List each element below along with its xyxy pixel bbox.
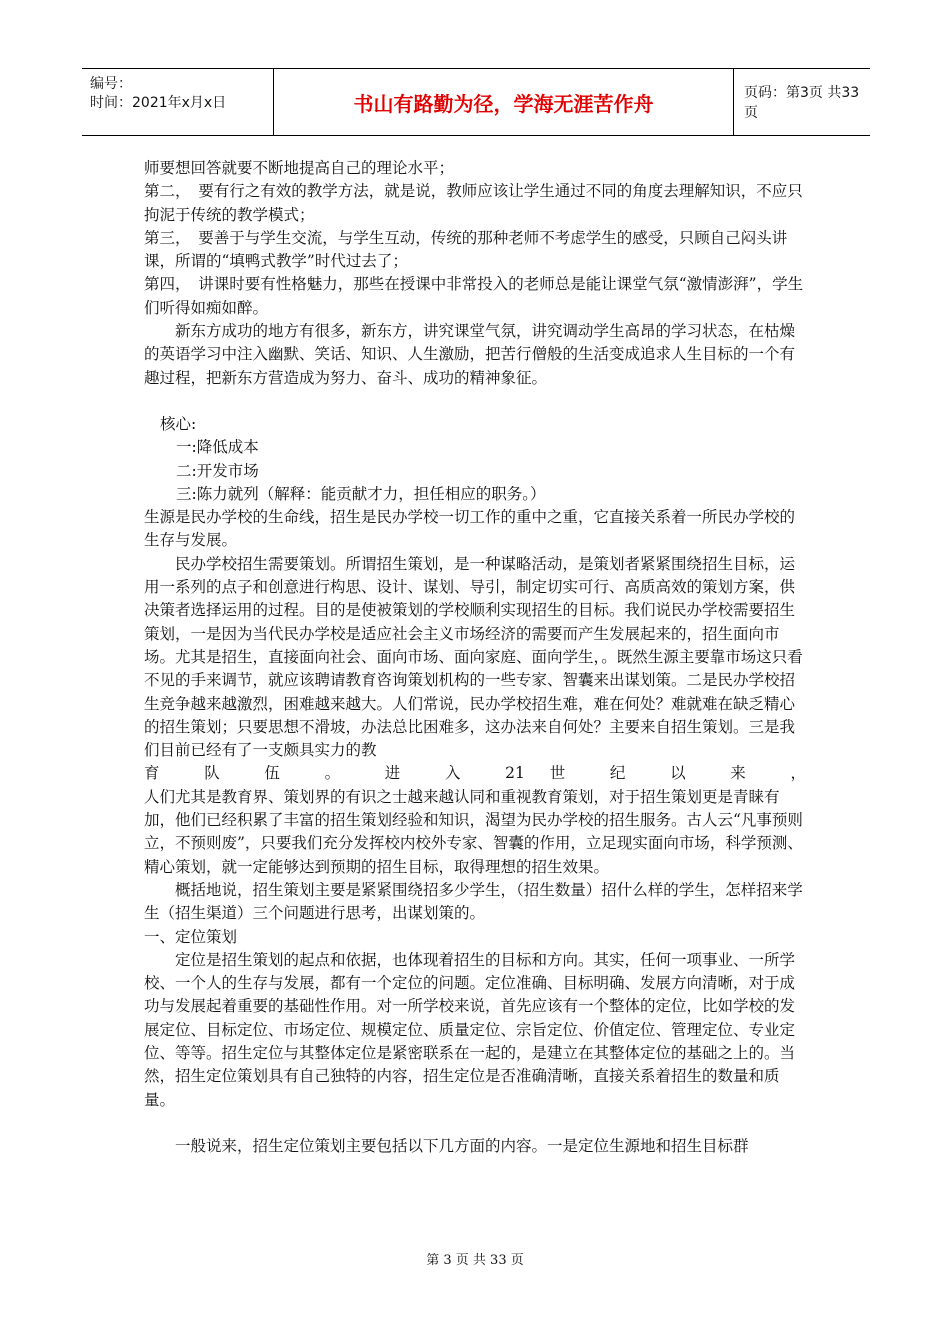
section-heading: 一、定位策划 bbox=[144, 927, 238, 946]
paragraph: 一般说来，招生定位策划主要包括以下几方面的内容。一是定位生源地和招生目标群 bbox=[175, 1136, 749, 1155]
paragraph: 第四， 讲课时要有性格魅力，那些在授课中非常投入的老师总是能让课堂气氛“激情澎湃”，学生们听得如痴如醉。 bbox=[144, 275, 804, 317]
paragraph: 师要想回答就要不断地提高自己的理论水平； bbox=[144, 159, 455, 177]
paragraph: 人们尤其是教育界、策划界的有识之士越来越认同和重视教育策划，对于招生策划更是青睐有加，他们已经积累了丰富的招生策划经验和知识，渴望为民办学校的招生服务。古人云“凡事预则立，不预则废”，只要我们充分发挥校内校外专家、智囊的作用，立足现实面向市场，科学预测、精心策划，就一定能够达到预期的招生目标，取得理想的招生效果。 bbox=[144, 787, 803, 876]
spacer bbox=[144, 390, 806, 413]
core-title: 核心: bbox=[160, 414, 197, 433]
document-number: 编号： bbox=[90, 76, 132, 92]
core-item: 一:降低成本 bbox=[176, 438, 259, 457]
page-header bbox=[82, 68, 870, 136]
document-body bbox=[144, 157, 806, 1158]
header-motto: 书山有路勤为径，学海无涯苦作舟 bbox=[274, 69, 734, 135]
core-item: 三:陈力就列（解释：能贡献才力，担任相应的职务。） bbox=[176, 484, 546, 503]
paragraph: 定位是招生策划的起点和依据，也体现着招生的目标和方向。其实，任何一项事业、一所学校、一个人的生存与发展，都有一个定位的问题。定位准确、目标明确、发展方向清晰，对于成功与发展起着重要的基础性作用。对一所学校来说，首先应该有一个整体的定位，比如学校的发展定位、目标定位、市场定位、规模定位、质量定位、宗旨定位、价值定位、管理定位、专业定位、等等。招生定位与其整体定位是紧密联系在一起的，是建立在其整体定位的基础之上的。当然，招生定位策划具有自己独特的内容，招生定位是否准确清晰，直接关系着招生的数量和质量。 bbox=[144, 950, 796, 1109]
core-item: 二:开发市场 bbox=[176, 461, 259, 480]
header-page-number: 页码：第3页 共33页 bbox=[744, 85, 860, 121]
paragraph: 第三， 要善于与学生交流，与学生互动，传统的那种老师不考虑学生的感受，只顾自己闷头讲课，所谓的“填鸭式教学”时代过去了； bbox=[144, 228, 788, 271]
header-meta bbox=[82, 69, 274, 135]
paragraph: 生源是民办学校的生命线，招生是民办学校一切工作的重中之重，它直接关系着一所民办学校的生存与发展。 bbox=[144, 508, 796, 550]
paragraph: 新东方成功的地方有很多，新东方，讲究课堂气氛，讲究调动学生高昂的学习状态，在枯燥的英语学习中注入幽默、笑话、知识、人生激励，把苦行僧般的生活变成追求人生目标的一个有趣过程，把新东方营造成为努力、奋斗、成功的精神象征。 bbox=[144, 322, 796, 387]
paragraph: 概括地说，招生策划主要是紧紧围绕招多少学生，（招生数量）招什么样的学生，怎样招来学生（招生渠道）三个问题进行思考，出谋划策的。 bbox=[144, 880, 803, 923]
paragraph: 民办学校招生需要策划。所谓招生策划，是一种谋略活动，是策划者紧紧围绕招生目标，运用一系列的点子和创意进行构思、设计、谋划、导引，制定切实可行、高质高效的策划方案，供决策者选择运用的过程。目的是使被策划的学校顺利实现招生的目标。我们说民办学校需要招生策划，一是因为当代民办学校是适应社会主义市场经济的需要而产生发展起来的，招生面向市场。尤其是招生，直接面向社会、面向市场、面向家庭、面向学生，。既然生源主要靠市场这只看不见的手来调节，就应该聘请教育咨询策划机构的一些专家、智囊来出谋划策。二是民办学校招生竞争越来越激烈，困难越来越大。人们常说，民办学校招生难，难在何处？难就难在缺乏精心的招生策划；只要思想不滑坡，办法总比困难多，这办法来自何处？主要来自招生策划。三是我们目前已经有了一支颇具实力的教 bbox=[144, 554, 803, 760]
paragraph-justified-line: 育 队 伍 。 进 入 21 世 纪 以 来 ， bbox=[144, 764, 806, 783]
paragraph: 第二， 要有行之有效的教学方法，就是说，教师应该让学生通过不同的角度去理解知识，不应只拘泥于传统的教学模式； bbox=[144, 182, 803, 224]
page-footer: 第 3 页 共 33 页 bbox=[426, 1253, 524, 1268]
document-date: 时间：2021年x月x日 bbox=[90, 95, 227, 111]
spacer bbox=[144, 1112, 806, 1135]
